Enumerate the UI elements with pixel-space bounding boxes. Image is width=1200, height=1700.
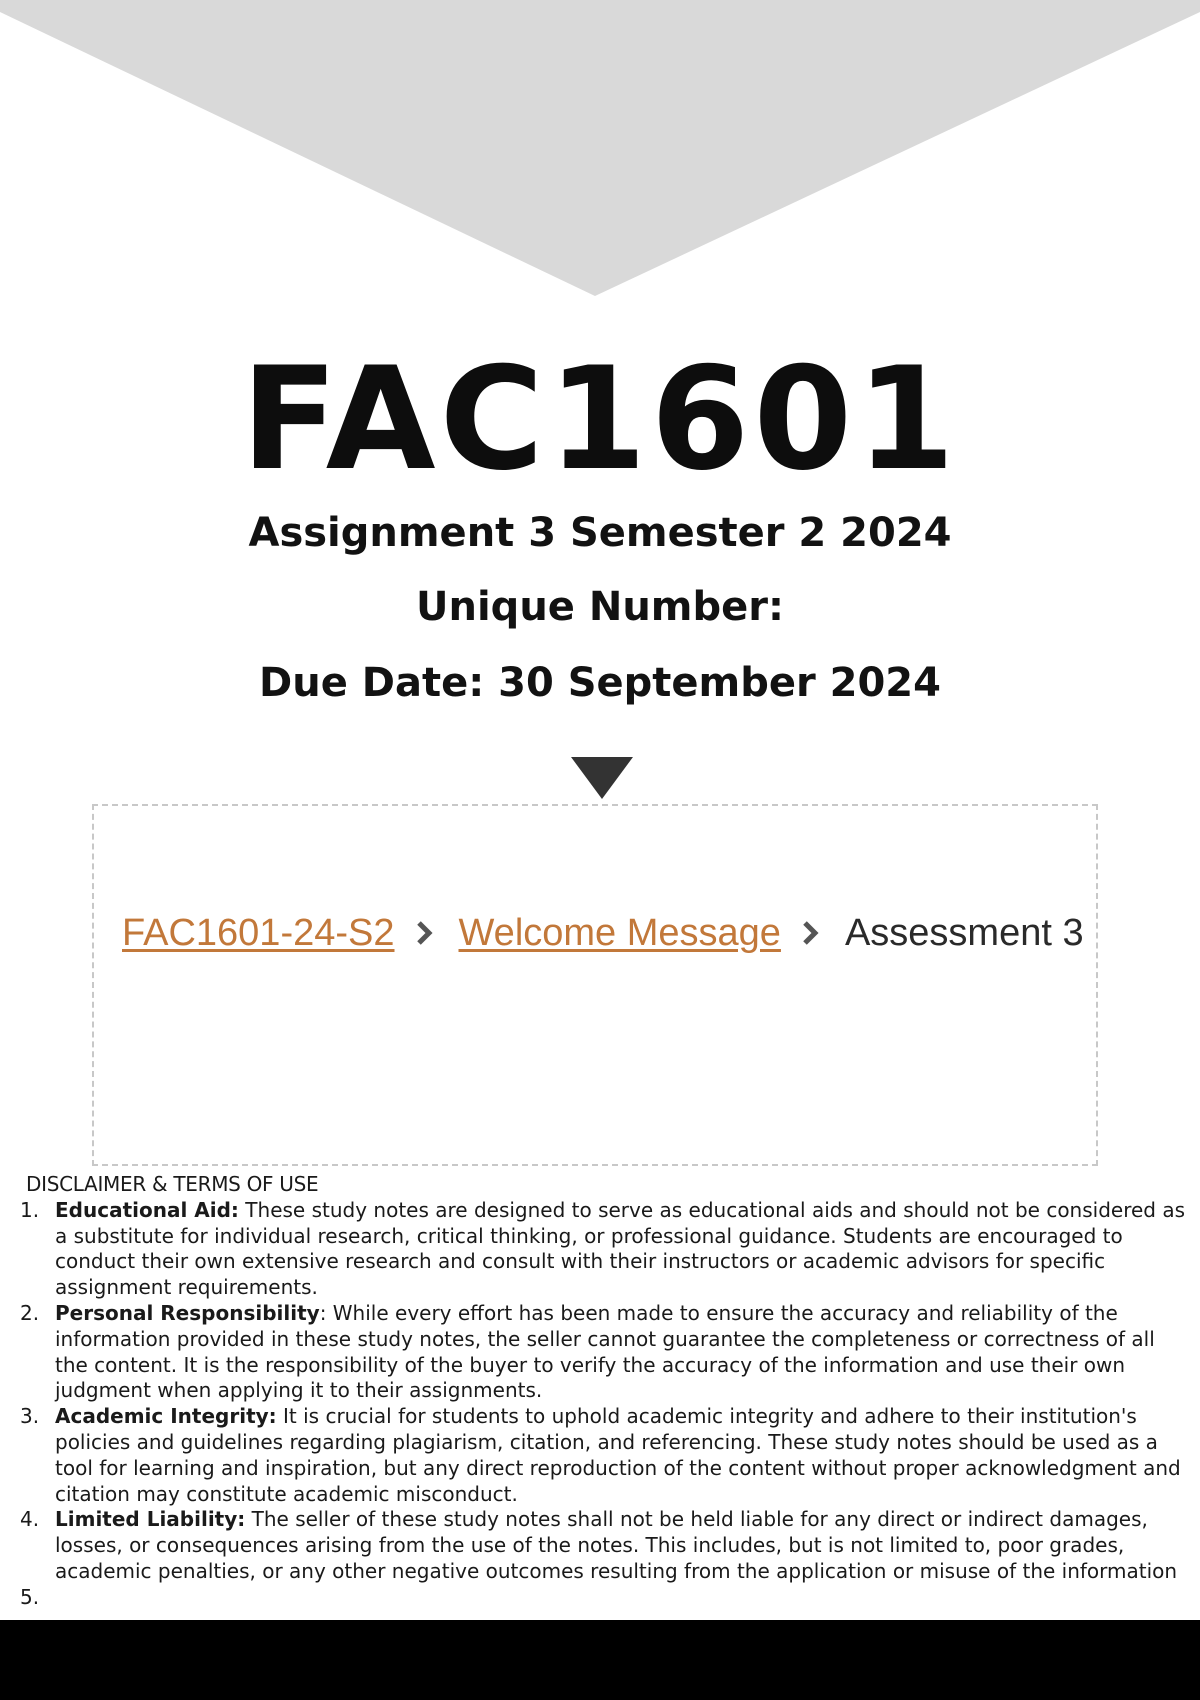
disclaimer-title: DISCLAIMER & TERMS OF USE [26,1172,319,1196]
chevron-right-icon [781,918,845,948]
unique-number-line: Unique Number: [416,584,784,630]
term-number: 2. [20,1300,40,1325]
breadcrumb-current: Assessment 3 [844,912,1084,954]
term-item [20,1404,1190,1507]
course-code-title: FAC1601 [240,337,960,502]
term-label: Academic Integrity: [55,1404,277,1429]
breadcrumb-link-course[interactable]: FAC1601-24-S2 [122,912,395,954]
term-number: 3. [20,1404,40,1429]
terms-list [20,1197,1190,1609]
term-number: 5. [20,1584,40,1609]
term-number: 1. [20,1197,40,1222]
term-text: The seller of these study notes shall not be held liable for any direct or indirect damages, losses, or consequences arising from the use of the notes. This includes, but is not limited to, poor grades, academic penalties, or any other negative outcomes resulting from the application or misuse of the information [55,1507,1178,1583]
assignment-line: Assignment 3 Semester 2 2024 [248,510,952,556]
term-text: : While every effort has been made to ensure the accuracy and reliability of the information provided in these study notes, the seller cannot guarantee the completeness or correctness of all the content. It is the responsibility of the buyer to verify the accuracy of the information and use their own judgment when applying it to their assignments. [55,1300,1155,1403]
breadcrumb-link-welcome[interactable]: Welcome Message [458,912,781,954]
top-chevron-graphic [0,0,1200,300]
term-label: Educational Aid: [55,1197,239,1222]
term-item [20,1507,1190,1584]
breadcrumb-screenshot-box [92,804,1098,1166]
term-item [20,1198,1190,1301]
due-date-line: Due Date: 30 September 2024 [259,660,941,706]
bottom-black-bar [0,1620,1200,1700]
term-item [20,1301,1190,1404]
term-label: Limited Liability: [55,1507,246,1532]
breadcrumb [122,908,1084,958]
down-triangle-icon [571,757,633,799]
term-text: These study notes are designed to serve as educational aids and should not be considered as a substitute for individual research, critical thinking, or professional guidance. Students are encouraged to conduct their own extensive research and consult with their instructors or academic advisors for specific assignment requirements. [55,1197,1186,1300]
disclaimer-section [20,1172,1190,1609]
term-number: 4. [20,1507,40,1532]
chevron-right-icon [395,918,459,948]
term-text: It is crucial for students to uphold academic integrity and adhere to their institution's policies and guidelines regarding plagiarism, citation, and referencing. These study notes should be used as a tool for learning and inspiration, but any direct reproduction of the content without proper acknowledgment and citation may constitute academic misconduct. [55,1404,1181,1506]
term-label: Personal Responsibility [55,1300,320,1325]
